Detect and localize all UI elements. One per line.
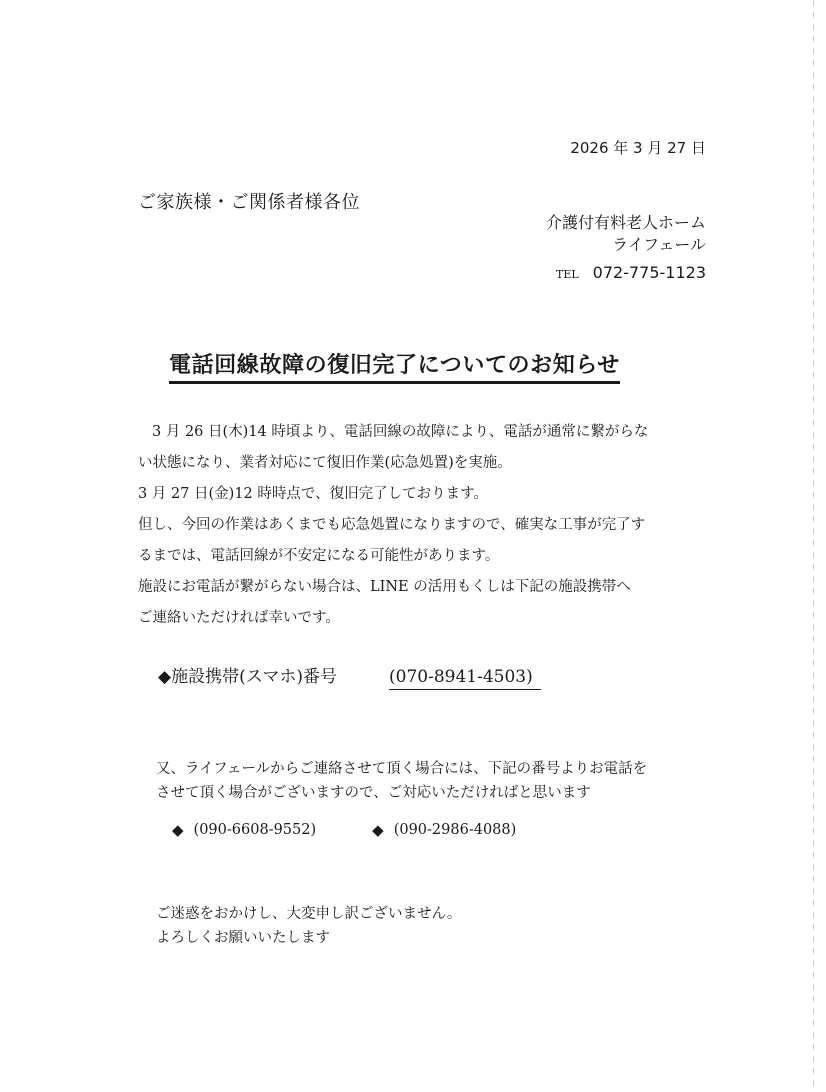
notice-title: 電話回線故障の復旧完了についてのお知らせ: [169, 348, 620, 384]
recipient-line: ご家族様・ご関係者様各位: [138, 192, 360, 213]
closing-remarks: [156, 902, 461, 950]
body-line: ご連絡いただければ幸いです。: [138, 610, 340, 626]
contact-number: (090-2986-4088): [393, 822, 517, 838]
facility-mobile-number: (070-8941-4503): [389, 667, 541, 690]
body-line: るまでは、電話回線が不安定になる可能性があります。: [138, 548, 500, 564]
contact-line: 又、ライフェールからご連絡させて頂く場合には、下記の番号よりお電話を: [156, 761, 648, 777]
body-line: 但し、今回の作業はあくまでも応急処置になりますので、確実な工事が完了す: [138, 517, 646, 533]
contact-number-item: [372, 821, 516, 839]
body-line: 3 月 26 日(木)14 時頃より、電話回線の故障により、電話が通常に繋がらな: [152, 424, 649, 440]
facility-tel-number: 072-775-1123: [592, 263, 706, 282]
contact-notice: [156, 757, 647, 805]
body-line: い状態になり、業者対応にて復旧作業(応急処置)を実施。: [138, 455, 512, 471]
diamond-icon: ◆: [172, 821, 184, 839]
notice-body: [138, 417, 708, 634]
facility-name: ライフェール: [612, 235, 706, 254]
facility-mobile-label: ◆施設携帯(スマホ)番号: [158, 667, 337, 687]
facility-type: 介護付有料老人ホーム: [545, 213, 706, 232]
page-edge-scan-line: [813, 0, 814, 1092]
contact-line: させて頂く場合がございますので、ご対応いただければと思います: [156, 785, 591, 801]
contact-number: (090-6608-9552): [193, 822, 317, 838]
body-line: 施設にお電話が繋がらない場合は、LINE の活用もくしは下記の施設携帯へ: [138, 579, 631, 595]
document-date: 2026 年 3 月 27 日: [570, 139, 706, 157]
contact-number-item: [172, 821, 316, 839]
body-line: 3 月 27 日(金)12 時時点で、復旧完了しております。: [138, 486, 488, 502]
sender-block: [546, 212, 706, 286]
tel-label: TEL: [555, 268, 579, 281]
closing-line: ご迷惑をおかけし、大変申し訳ございません。: [156, 906, 462, 922]
facility-tel-row: [546, 262, 706, 286]
closing-line: よろしくお願いいたします: [156, 930, 330, 946]
contact-numbers-row: [172, 821, 516, 839]
facility-mobile-row: [158, 662, 541, 690]
diamond-icon: ◆: [372, 821, 384, 839]
